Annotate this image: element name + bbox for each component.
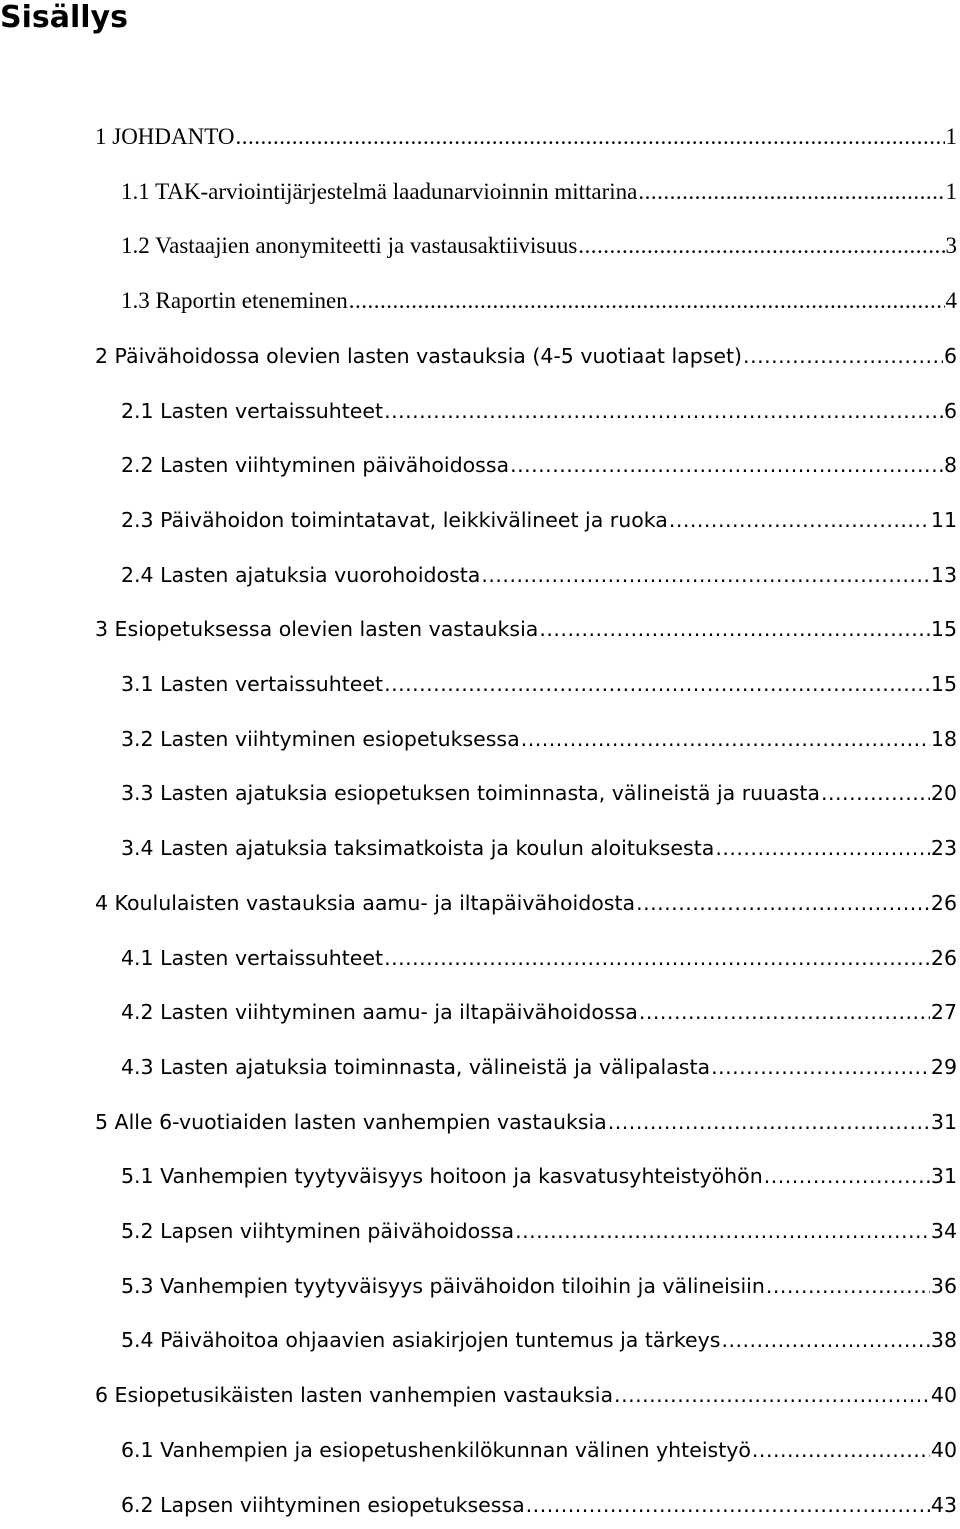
toc-entry-title: 2.4 Lasten ajatuksia vuorohoidosta — [121, 562, 481, 587]
toc-dot-leader — [236, 120, 945, 154]
toc-dot-leader — [743, 339, 943, 373]
toc-entry-title: 5.3 Vanhempien tyytyväisyys päivähoidon tiloihin ja välineisiin — [121, 1273, 765, 1298]
toc-dot-leader — [384, 941, 930, 975]
toc-entry-title: 6.1 Vanhempien ja esiopetushenkilökunnan välinen yhteistyö — [121, 1437, 751, 1462]
toc-entry-title: 3.4 Lasten ajatuksia taksimatkoista ja koulun aloituksesta — [121, 836, 715, 861]
toc-dot-leader — [638, 175, 944, 209]
toc-page-number: 40 — [930, 1383, 957, 1408]
toc-entry-title: 1.2 Vastaajien anonymiteetti ja vastausaktiivisuus — [121, 233, 578, 259]
toc-page-number: 31 — [930, 1109, 957, 1134]
toc-entry-title: 2.3 Päivähoidon toimintatavat, leikkivälineet ja ruoka — [121, 507, 668, 532]
toc-entry[interactable] — [121, 394, 957, 428]
toc-page-number: 34 — [930, 1219, 957, 1243]
toc-entry[interactable] — [121, 448, 957, 482]
toc-entry[interactable] — [121, 1050, 957, 1084]
toc-dot-leader — [510, 448, 943, 482]
toc-dot-leader — [614, 1378, 930, 1412]
toc-entry-title: 5.2 Lapsen viihtyminen päivähoidossa — [121, 1219, 515, 1243]
toc-page-number: 26 — [930, 945, 957, 970]
toc-dot-leader — [669, 503, 930, 537]
toc-page-number: 36 — [930, 1273, 957, 1298]
toc-entry-title: 4 Koululaisten vastauksia aamu- ja iltapäivähoidosta — [95, 890, 636, 915]
page-title: Sisällys — [0, 0, 128, 35]
toc-page-number: 3 — [945, 233, 957, 259]
toc-dot-leader — [481, 558, 930, 592]
toc-entry[interactable] — [121, 776, 957, 810]
toc-entry[interactable] — [121, 284, 957, 318]
toc-entry-title: 3.2 Lasten viihtyminen esiopetuksessa — [121, 726, 520, 751]
toc-dot-leader — [636, 886, 930, 920]
toc-entry-title: 3.3 Lasten ajatuksia esiopetuksen toiminnasta, välineistä ja ruuasta — [121, 781, 820, 806]
toc-entry-title: 4.2 Lasten viihtyminen aamu- ja iltapäivähoidossa — [121, 1000, 638, 1025]
toc-entry[interactable] — [121, 503, 957, 537]
toc-page-number: 1 — [945, 124, 957, 149]
toc-entry[interactable] — [95, 886, 957, 920]
toc-entry[interactable] — [121, 1159, 957, 1193]
toc-dot-leader — [578, 229, 944, 263]
toc-entry-title: 1.1 TAK-arviointijärjestelmä laadunarvioinnin mittarina — [121, 178, 638, 204]
toc-dot-leader — [384, 667, 930, 701]
toc-entry[interactable] — [95, 1105, 957, 1139]
toc-entry[interactable] — [121, 667, 957, 701]
toc-dot-leader — [639, 995, 930, 1029]
toc-entry[interactable] — [121, 1488, 957, 1522]
toc-dot-leader — [349, 284, 945, 318]
toc-dot-leader — [711, 1050, 930, 1084]
toc-entry[interactable] — [121, 175, 957, 209]
toc-page-number: 11 — [930, 507, 957, 532]
toc-page-number: 15 — [930, 672, 957, 696]
toc-entry-title: 5.4 Päivähoitoa ohjaavien asiakirjojen tuntemus ja tärkeys — [121, 1328, 721, 1353]
toc-entry-title: 5 Alle 6-vuotiaiden lasten vanhempien vastauksia — [95, 1109, 607, 1134]
toc-entry[interactable] — [95, 612, 957, 646]
toc-dot-leader — [764, 1159, 930, 1193]
toc-page-number: 23 — [930, 836, 957, 861]
toc-entry[interactable] — [121, 1214, 957, 1248]
toc-entry[interactable] — [121, 229, 957, 263]
toc-page-number: 29 — [930, 1054, 957, 1079]
toc-entry-title: 6.2 Lapsen viihtyminen esiopetuksessa — [121, 1492, 525, 1517]
toc-page-number: 1 — [945, 178, 957, 204]
toc-page-number: 4 — [945, 288, 957, 314]
toc-entry-title: 2.1 Lasten vertaissuhteet — [121, 398, 384, 423]
toc-dot-leader — [752, 1433, 930, 1467]
toc-dot-leader — [515, 1214, 930, 1248]
toc-dot-leader — [715, 831, 930, 865]
toc-entry[interactable] — [121, 558, 957, 592]
toc-dot-leader — [539, 612, 930, 646]
toc-entry-title: 2.2 Lasten viihtyminen päivähoidossa — [121, 453, 510, 478]
toc-entry-title: 1.3 Raportin eteneminen — [121, 288, 348, 314]
toc-page-number: 38 — [930, 1328, 957, 1353]
toc-entry[interactable] — [121, 722, 957, 756]
toc-entry[interactable] — [121, 1323, 957, 1357]
toc-dot-leader — [821, 776, 930, 810]
toc-dot-leader — [721, 1323, 929, 1357]
toc-page-number: 13 — [930, 562, 957, 587]
toc-entry[interactable] — [95, 339, 957, 373]
toc-entry-title: 3 Esiopetuksessa olevien lasten vastauksia — [95, 617, 539, 642]
toc-page-number: 27 — [930, 1000, 957, 1025]
toc-entry-title: 6 Esiopetusikäisten lasten vanhempien vastauksia — [95, 1383, 614, 1408]
toc-page-number: 43 — [930, 1492, 957, 1517]
toc-entry-title: 4.1 Lasten vertaissuhteet — [121, 945, 384, 970]
toc-dot-leader — [608, 1105, 930, 1139]
toc-page-number: 40 — [930, 1437, 957, 1462]
toc-entry-title: 2 Päivähoidossa olevien lasten vastauksia (4-5 vuotiaat lapset) — [95, 343, 743, 368]
toc-entry[interactable] — [121, 1433, 957, 1467]
toc-page-number: 31 — [930, 1164, 957, 1189]
toc-dot-leader — [526, 1488, 930, 1522]
toc-dot-leader — [384, 394, 943, 428]
toc-entry[interactable] — [121, 831, 957, 865]
toc-dot-leader — [766, 1269, 930, 1303]
toc-dot-leader — [521, 722, 930, 756]
toc-entry-title: 3.1 Lasten vertaissuhteet — [121, 672, 384, 696]
toc-page-number: 15 — [930, 617, 957, 642]
toc-page-number: 20 — [930, 781, 957, 806]
toc-page-number: 26 — [930, 890, 957, 915]
toc-entry-title: 4.3 Lasten ajatuksia toiminnasta, välineistä ja välipalasta — [121, 1054, 711, 1079]
toc-entry[interactable] — [95, 1378, 957, 1412]
toc-entry[interactable] — [121, 995, 957, 1029]
toc-entry[interactable] — [121, 941, 957, 975]
toc-entry-title: 5.1 Vanhempien tyytyväisyys hoitoon ja kasvatusyhteistyöhön — [121, 1164, 763, 1189]
toc-page-number: 8 — [943, 453, 957, 478]
toc-entry[interactable] — [95, 120, 957, 154]
toc-entry[interactable] — [121, 1269, 957, 1303]
toc-page-number: 6 — [943, 398, 957, 423]
toc-page-number: 18 — [930, 726, 957, 751]
toc-page-number: 6 — [943, 343, 957, 368]
toc-entry-title: 1 JOHDANTO — [95, 124, 235, 149]
